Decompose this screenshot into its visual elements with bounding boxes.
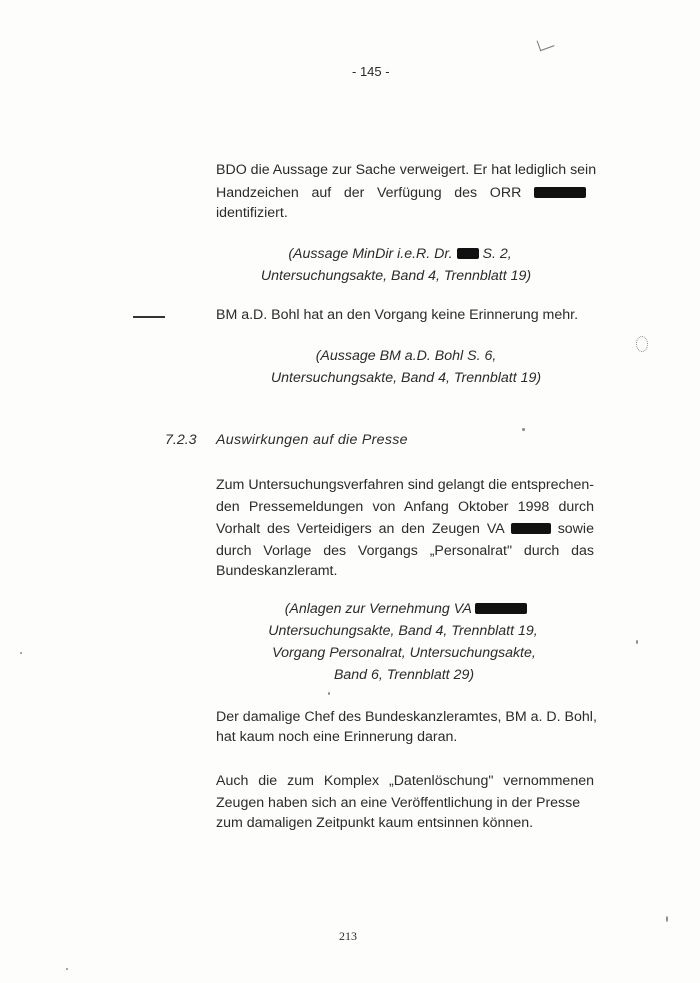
citation-2-line-2: Untersuchungsakte, Band 4, Trennblatt 19): [270, 370, 542, 386]
scan-speck: [666, 916, 668, 922]
paragraph-2-line-1: BM a.D. Bohl hat an den Vorgang keine Erinnerung mehr.: [216, 307, 579, 323]
section-number: 7.2.3: [165, 432, 197, 448]
paragraph-5-line-2: Zeugen haben sich an eine Veröffentlichung in der Presse: [216, 795, 581, 811]
citation-2-line-1: (Aussage BM a.D. Bohl S. 6,: [315, 348, 497, 364]
paragraph-4-line-1: Der damalige Chef des Bundeskanzleramtes, BM a. D. Bohl,: [216, 709, 597, 725]
citation-1-line-2: Untersuchungsakte, Band 4, Trennblatt 19): [260, 268, 532, 284]
paragraph-3-line-2: den Pressemeldungen von Anfang Oktober 1998 durch: [216, 499, 594, 515]
section-title: Auswirkungen auf die Presse: [216, 432, 408, 448]
scan-speck: [20, 652, 22, 654]
paragraph-3-line-3: [216, 519, 594, 539]
scan-artifact: [537, 36, 555, 51]
citation-text: (Aussage MinDir i.e.R. Dr.: [288, 246, 453, 262]
word: auf: [311, 185, 332, 201]
scan-speck: [636, 640, 638, 644]
redaction-bar: [475, 603, 527, 614]
paragraph-1-line-2: [216, 183, 586, 203]
word: des: [454, 185, 478, 201]
paragraph-5-line-1: Auch die zum Komplex „Datenlöschung" vernommenen: [216, 773, 594, 789]
paragraph-text: Vorhalt des Verteidigers an den Zeugen VA: [216, 521, 504, 537]
scan-speck: [522, 428, 525, 431]
citation-text: (Anlagen zur Vernehmung VA: [284, 601, 472, 617]
scan-speck: [66, 968, 68, 970]
word: Handzeichen: [216, 185, 299, 201]
paragraph-3-line-5: Bundeskanzleramt.: [216, 563, 338, 579]
citation-3-line-1: [216, 598, 596, 620]
scan-speck: [328, 692, 330, 695]
paragraph-3-line-4: durch Vorlage des Vorgangs „Personalrat" durch das: [216, 543, 594, 559]
citation-text: S. 2,: [482, 246, 512, 262]
paragraph-1-line-3: identifiziert.: [216, 205, 288, 221]
paragraph-5-line-3: zum damaligen Zeitpunkt kaum entsinnen können.: [216, 815, 534, 831]
paragraph-3-line-1: Zum Untersuchungsverfahren sind gelangt die entsprechen-: [216, 477, 594, 493]
margin-mark: [133, 316, 165, 318]
paragraph-4-line-2: hat kaum noch eine Erinnerung daran.: [216, 729, 458, 745]
citation-1-line-1: [210, 243, 590, 265]
redaction-bar: [511, 523, 551, 534]
footer-page-number: 213: [339, 929, 357, 943]
paragraph-1-line-1: BDO die Aussage zur Sache verweigert. Er hat lediglich sein: [216, 162, 597, 178]
scan-artifact: [636, 336, 648, 352]
paragraph-text: sowie: [557, 521, 594, 537]
word: ORR: [489, 185, 522, 201]
word: Verfügung: [376, 185, 442, 201]
word: der: [343, 185, 365, 201]
citation-3-line-4: Band 6, Trennblatt 29): [333, 667, 475, 683]
citation-3-line-3: Vorgang Personalrat, Untersuchungsakte,: [272, 645, 536, 661]
redaction-bar: [457, 248, 479, 259]
page-marker: - 145 -: [352, 64, 390, 79]
citation-3-line-2: Untersuchungsakte, Band 4, Trennblatt 19,: [268, 623, 538, 639]
redaction-bar: [534, 187, 586, 198]
